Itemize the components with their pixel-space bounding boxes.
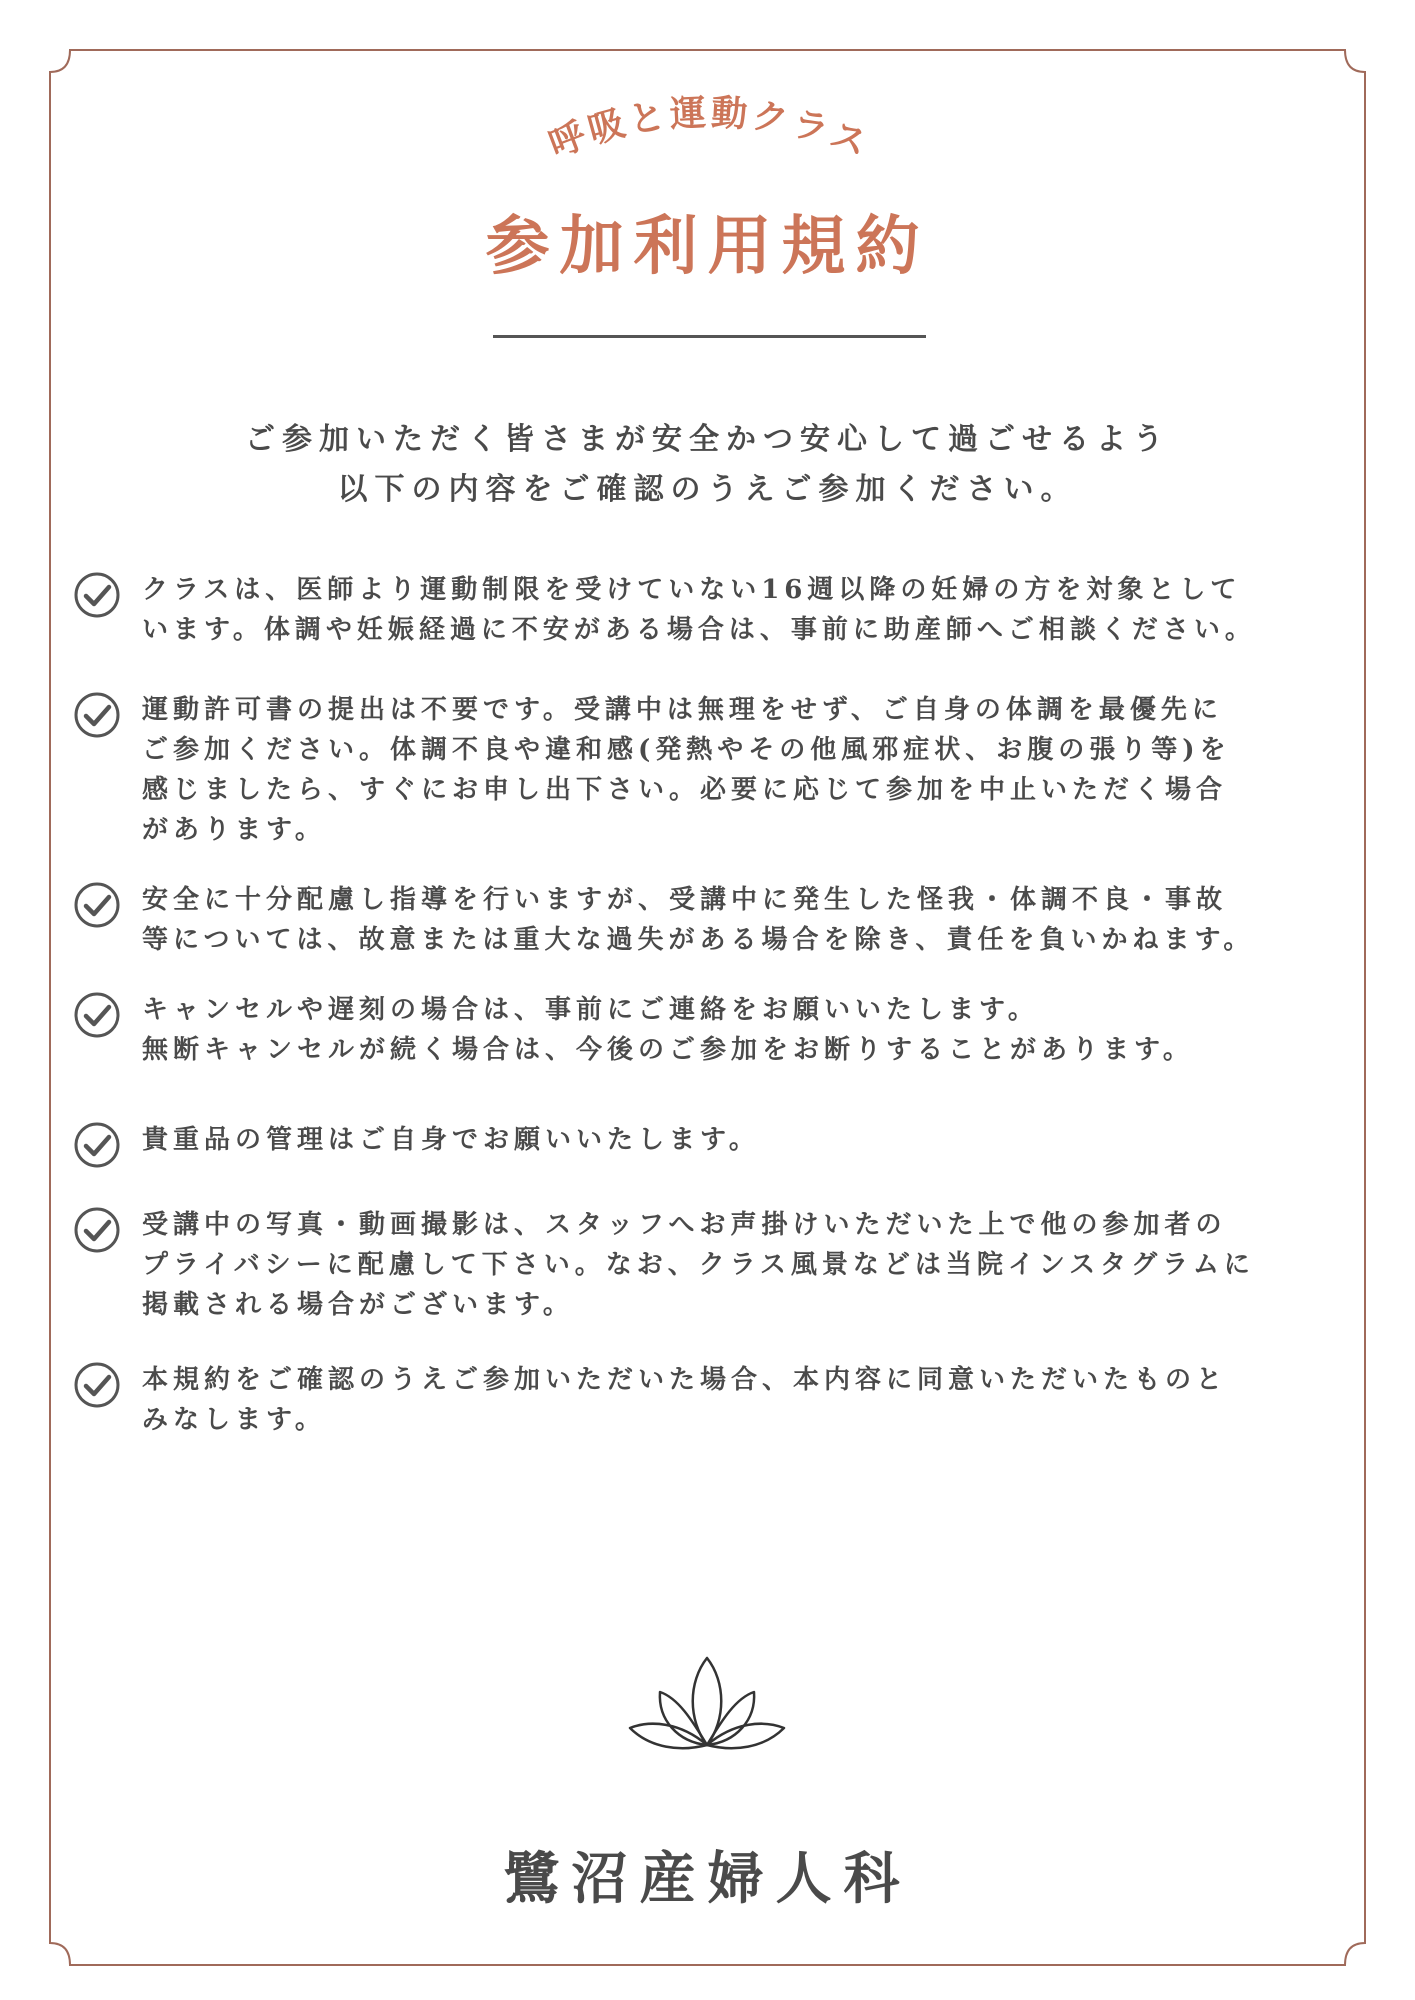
check-circle-icon — [72, 1205, 122, 1255]
term-line: キャンセルや遅刻の場合は、事前にご連絡をお願いいたします。 — [142, 995, 1039, 1025]
term-line: 貴重品の管理はご自身でお願いいたします。 — [142, 1125, 760, 1155]
term-line: います。体調や妊娠経過に不安がある場合は、事前に助産師へご相談ください。 — [142, 615, 1256, 645]
intro-line: ご参加いただく皆さまが安全かつ安心して過ごせるよう — [245, 422, 1170, 457]
term-line: 運動許可書の提出は不要です。受講中は無理をせず、ご自身の体調を最優先に — [142, 695, 1223, 725]
term-text — [142, 570, 1362, 650]
term-line: 本規約をご確認のうえご参加いただいた場合、本内容に同意いただいたものと — [142, 1365, 1228, 1395]
svg-text:呼吸と運動クラス — [543, 91, 876, 166]
check-circle-icon — [72, 690, 122, 740]
term-line: ご参加ください。体調不良や違和感(発熱やその他風邪症状、お腹の張り等)を — [142, 735, 1231, 765]
check-circle-icon — [72, 990, 122, 1040]
check-circle-icon — [72, 880, 122, 930]
check-circle-icon — [72, 1360, 122, 1410]
intro-text — [0, 415, 1415, 515]
term-line: 掲載される場合がございます。 — [142, 1290, 574, 1320]
term-line: みなします。 — [142, 1405, 326, 1435]
lotus-icon — [620, 1650, 795, 1760]
term-text — [142, 1205, 1362, 1325]
term-line: クラスは、医師より運動制限を受けていない16週以降の妊婦の方を対象として — [142, 575, 1242, 605]
check-circle-icon — [72, 570, 122, 620]
page-title: 参加利用規約 — [485, 209, 930, 284]
subtitle-arc — [0, 0, 1415, 200]
clinic-name: 鷺沼産婦人科 — [503, 1846, 912, 1912]
title-divider — [493, 335, 926, 338]
term-line: 等については、故意または重大な過失がある場合を除き、責任を負いかねます。 — [142, 925, 1255, 955]
term-text — [142, 990, 1362, 1070]
term-text — [142, 1360, 1362, 1440]
term-line: プライバシーに配慮して下さい。なお、クラス風景などは当院インスタグラムに — [142, 1250, 1255, 1280]
term-line: 安全に十分配慮し指導を行いますが、受講中に発生した怪我・体調不良・事故 — [142, 885, 1228, 915]
term-line: があります。 — [142, 815, 326, 845]
intro-line: 以下の内容をご確認のうえご参加ください。 — [337, 472, 1078, 507]
term-line: 受講中の写真・動画撮影は、スタッフへお声掛けいただいた上で他の参加者の — [142, 1210, 1227, 1240]
term-text — [142, 1120, 1362, 1160]
term-line: 感じましたら、すぐにお申し出下さい。必要に応じて参加を中止いただく場合 — [142, 775, 1228, 805]
term-text — [142, 880, 1362, 960]
term-line: 無断キャンセルが続く場合は、今後のご参加をお断りすることがあります。 — [142, 1035, 1194, 1065]
check-circle-icon — [72, 1120, 122, 1170]
subtitle-text: 呼吸と運動クラス — [543, 91, 877, 167]
term-text — [142, 690, 1362, 850]
